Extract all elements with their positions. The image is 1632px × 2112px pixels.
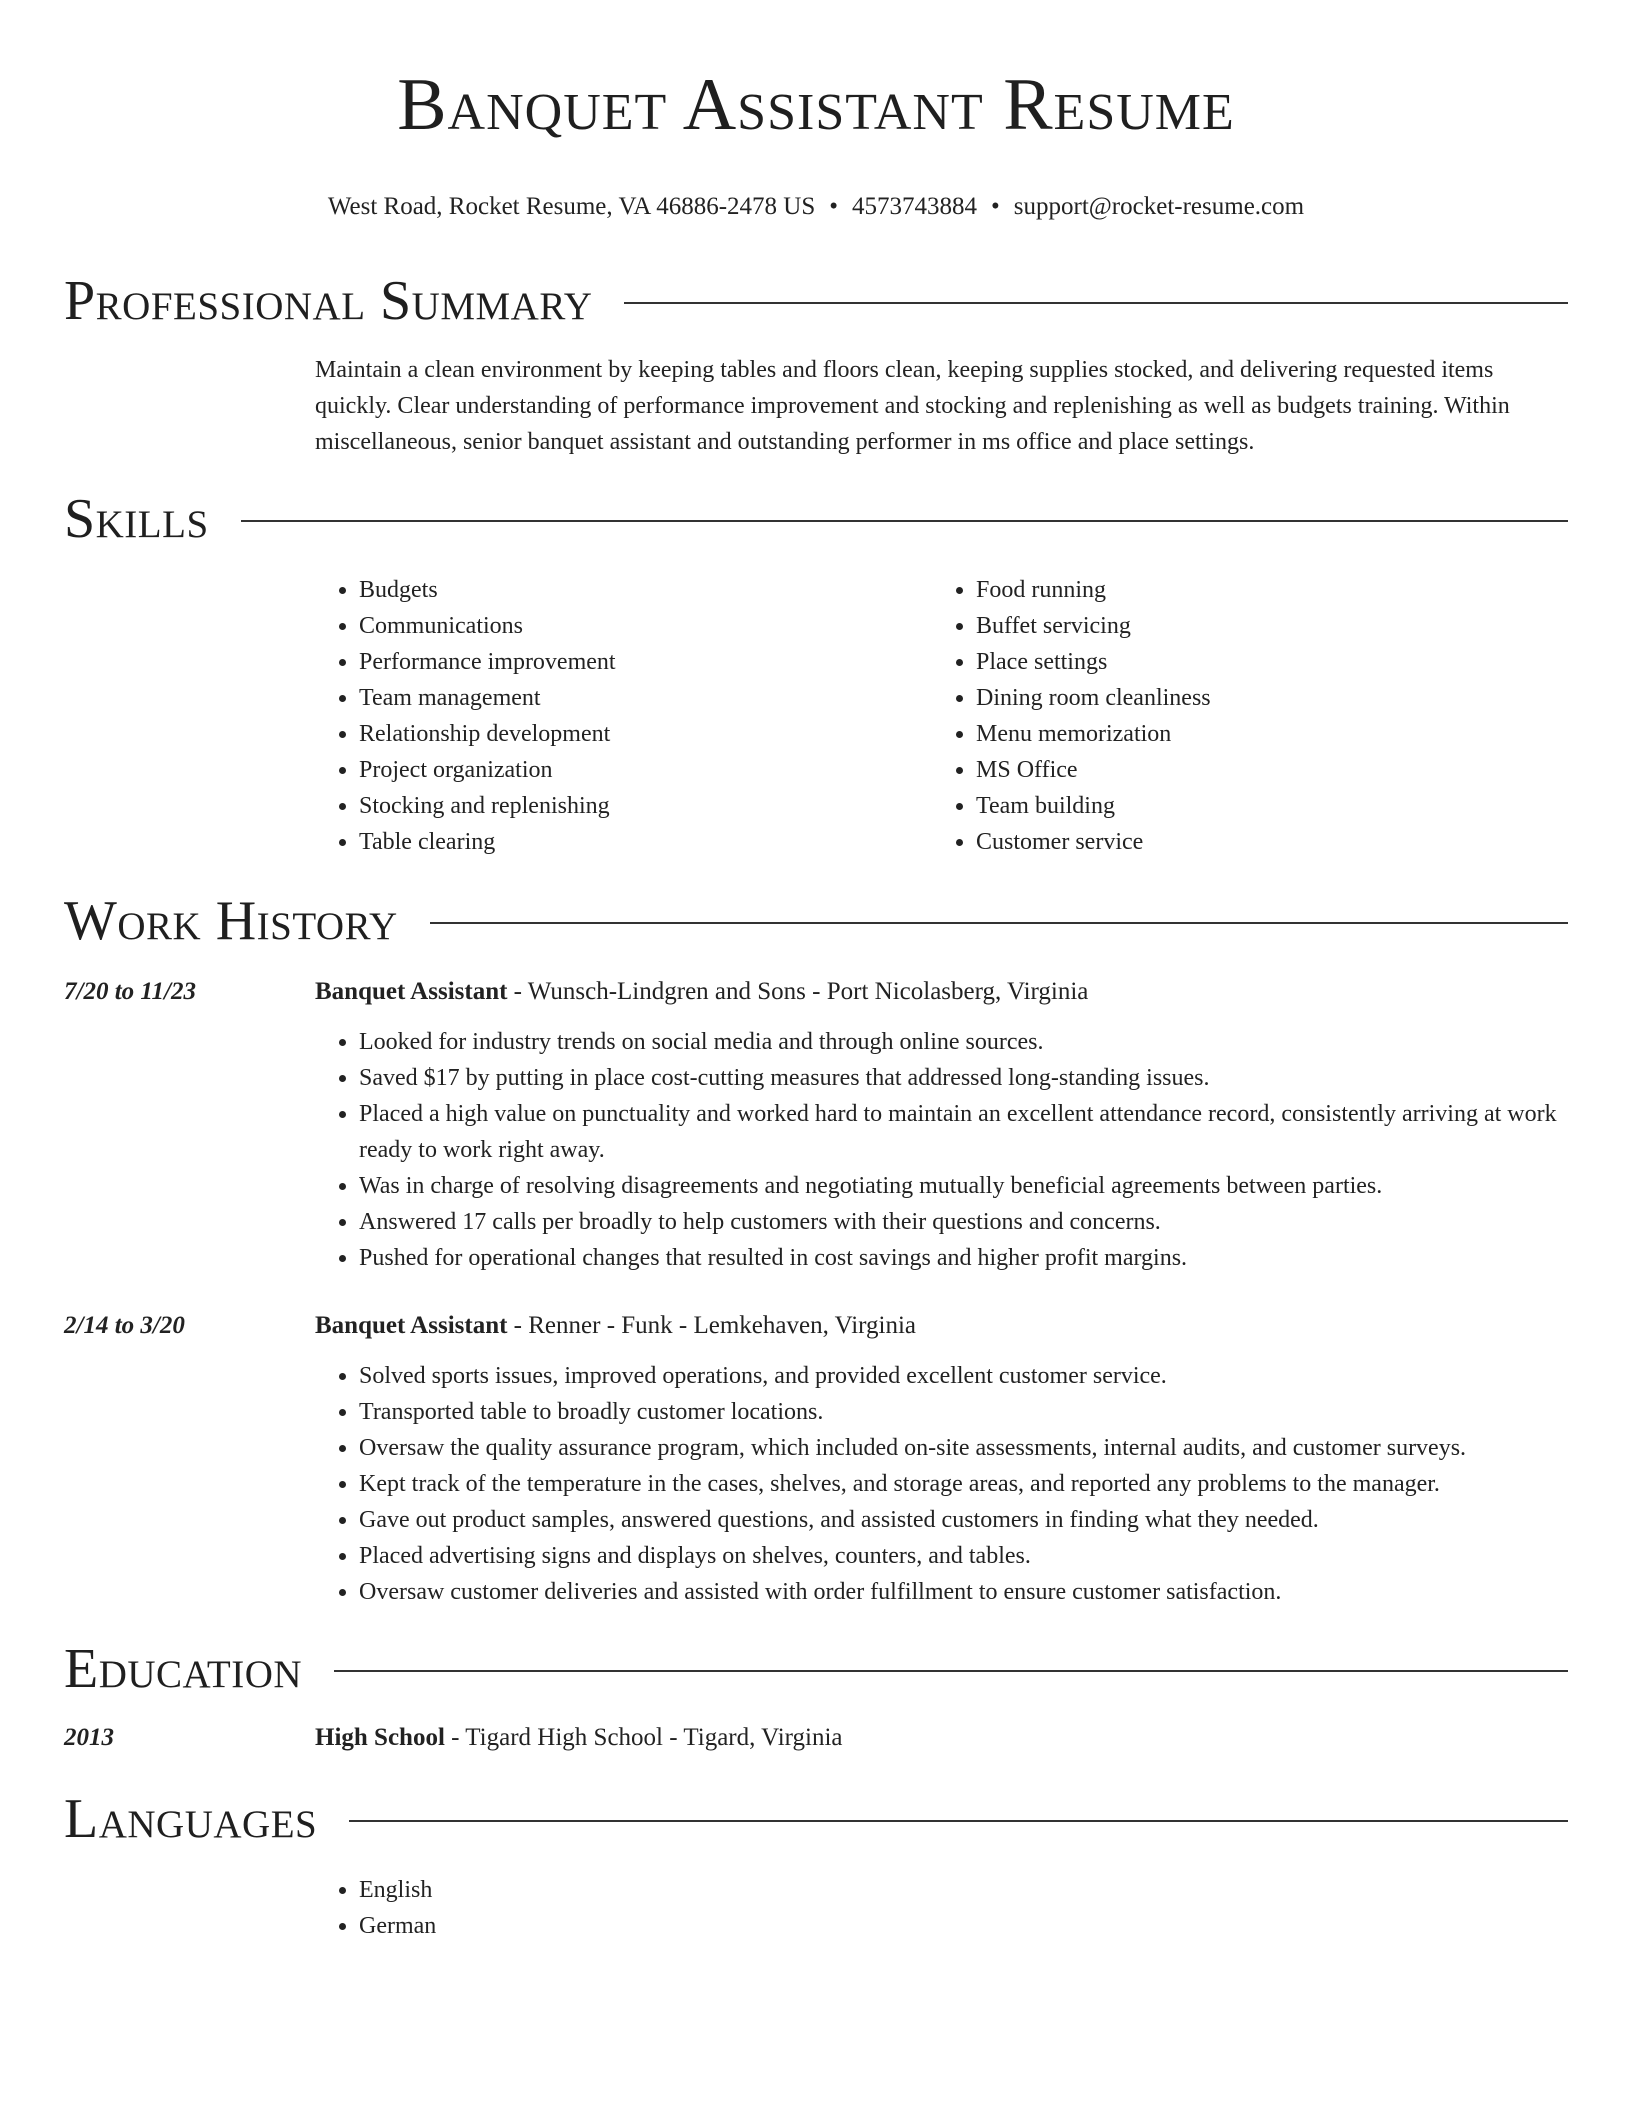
job-bullet: • Answered 17 calls per broadly to help customers with their questions and concerns.	[359, 1204, 1568, 1240]
job-title: Banquet Assistant	[315, 1312, 508, 1339]
skill-item: • Budgets	[359, 572, 932, 608]
job-bullet: • Solved sports issues, improved operations, and provided excellent customer service.	[359, 1358, 1568, 1394]
skills-column-right	[932, 572, 1549, 860]
job-bullet: • Placed advertising signs and displays on shelves, counters, and tables.	[359, 1538, 1568, 1574]
summary-section-header	[64, 268, 1568, 334]
education-line	[315, 1720, 1568, 1756]
job-bullet: • Placed a high value on punctuality and worked hard to maintain an excellent attendance record, consistently arriving at work ready to work right away.	[359, 1096, 1568, 1168]
job-details: - Wunsch-Lindgren and Sons - Port Nicolasberg, Virginia	[507, 978, 1089, 1005]
job-dates: 2/14 to 3/20	[64, 1312, 185, 1339]
skills-section-header	[64, 486, 1568, 552]
education-entry	[64, 1720, 1568, 1756]
education-details: - Tigard High School - Tigard, Virginia	[444, 1724, 843, 1751]
summary-heading: Professional Summary	[64, 270, 593, 332]
skill-item: • Team management	[359, 680, 932, 716]
contact-address: West Road, Rocket Resume, VA 46886-2478 US	[327, 193, 816, 220]
section-divider	[624, 302, 1568, 304]
language-item: • German	[359, 1908, 1568, 1944]
job-entry	[64, 974, 1568, 1276]
work-heading: Work History	[64, 890, 398, 952]
job-bullets	[315, 1358, 1568, 1610]
job-bullet: • Oversaw customer deliveries and assisted with order fulfillment to ensure customer satisfaction.	[359, 1574, 1568, 1610]
resume-title: Banquet Assistant Resume	[397, 64, 1235, 146]
contact-separator: •	[991, 193, 1000, 220]
job-bullets	[315, 1024, 1568, 1276]
skill-item: • Communications	[359, 608, 932, 644]
contact-separator: •	[829, 193, 839, 220]
skill-item: • Table clearing	[359, 824, 932, 860]
languages-bullets	[315, 1872, 1568, 1944]
education-section-header	[64, 1636, 1568, 1702]
work-section-header	[64, 888, 1568, 954]
skill-item: • Place settings	[976, 644, 1549, 680]
job-details: - Renner - Funk - Lemkehaven, Virginia	[507, 1312, 917, 1339]
skills-column-left	[315, 572, 932, 860]
skill-item: • Team building	[976, 788, 1549, 824]
skills-heading: Skills	[64, 488, 209, 550]
section-divider	[241, 520, 1568, 522]
education-year: 2013	[64, 1724, 114, 1751]
job-bullet: • Pushed for operational changes that resulted in cost savings and higher profit margins.	[359, 1240, 1568, 1276]
section-divider	[334, 1670, 1568, 1672]
skill-item: • Project organization	[359, 752, 932, 788]
skill-item: • Dining room cleanliness	[976, 680, 1549, 716]
contact-email: support@rocket-resume.com	[1013, 193, 1305, 220]
contact-phone: 4573743884	[852, 193, 978, 220]
job-dates: 7/20 to 11/23	[64, 978, 196, 1005]
contact-line	[64, 190, 1568, 224]
job-bullet: • Kept track of the temperature in the cases, shelves, and storage areas, and reported any problems to the manager.	[359, 1466, 1568, 1502]
skill-item: • Menu memorization	[976, 716, 1549, 752]
skill-item: • Customer service	[976, 824, 1549, 860]
job-bullet: • Transported table to broadly customer locations.	[359, 1394, 1568, 1430]
job-bullet: • Gave out product samples, answered questions, and assisted customers in finding what they needed.	[359, 1502, 1568, 1538]
section-divider	[349, 1820, 1568, 1822]
skill-item: • Performance improvement	[359, 644, 932, 680]
summary-text: Maintain a clean environment by keeping tables and floors clean, keeping supplies stocked, and delivering requested items quickly. Clear understanding of performance improvement and stocking and replenishing as well as budgets training. Within miscellaneous, senior banquet assistant and outstanding performer in ms office and place settings.	[315, 357, 1510, 455]
job-title: Banquet Assistant	[315, 978, 508, 1005]
skills-list	[315, 572, 1568, 860]
languages-heading: Languages	[64, 1788, 318, 1850]
section-divider	[430, 922, 1568, 924]
job-bullet: • Looked for industry trends on social media and through online sources.	[359, 1024, 1568, 1060]
job-role-line	[315, 1308, 1568, 1344]
skill-item: • Buffet servicing	[976, 608, 1549, 644]
language-item: • English	[359, 1872, 1568, 1908]
job-role-line	[315, 974, 1568, 1010]
job-bullet: • Saved $17 by putting in place cost-cutting measures that addressed long-standing issues.	[359, 1060, 1568, 1096]
education-heading: Education	[64, 1638, 303, 1700]
skill-item: • Food running	[976, 572, 1549, 608]
education-degree: High School	[315, 1724, 445, 1751]
job-body	[315, 1308, 1568, 1610]
job-body	[315, 974, 1568, 1276]
languages-section-header	[64, 1786, 1568, 1852]
job-bullet: • Was in charge of resolving disagreements and negotiating mutually beneficial agreements between parties.	[359, 1168, 1568, 1204]
languages-list	[315, 1872, 1568, 1944]
skill-item: • Relationship development	[359, 716, 932, 752]
education-body	[315, 1720, 1568, 1756]
job-entry	[64, 1308, 1568, 1610]
job-bullet: • Oversaw the quality assurance program, which included on-site assessments, internal audits, and customer surveys.	[359, 1430, 1568, 1466]
skill-item: • Stocking and replenishing	[359, 788, 932, 824]
skill-item: • MS Office	[976, 752, 1549, 788]
